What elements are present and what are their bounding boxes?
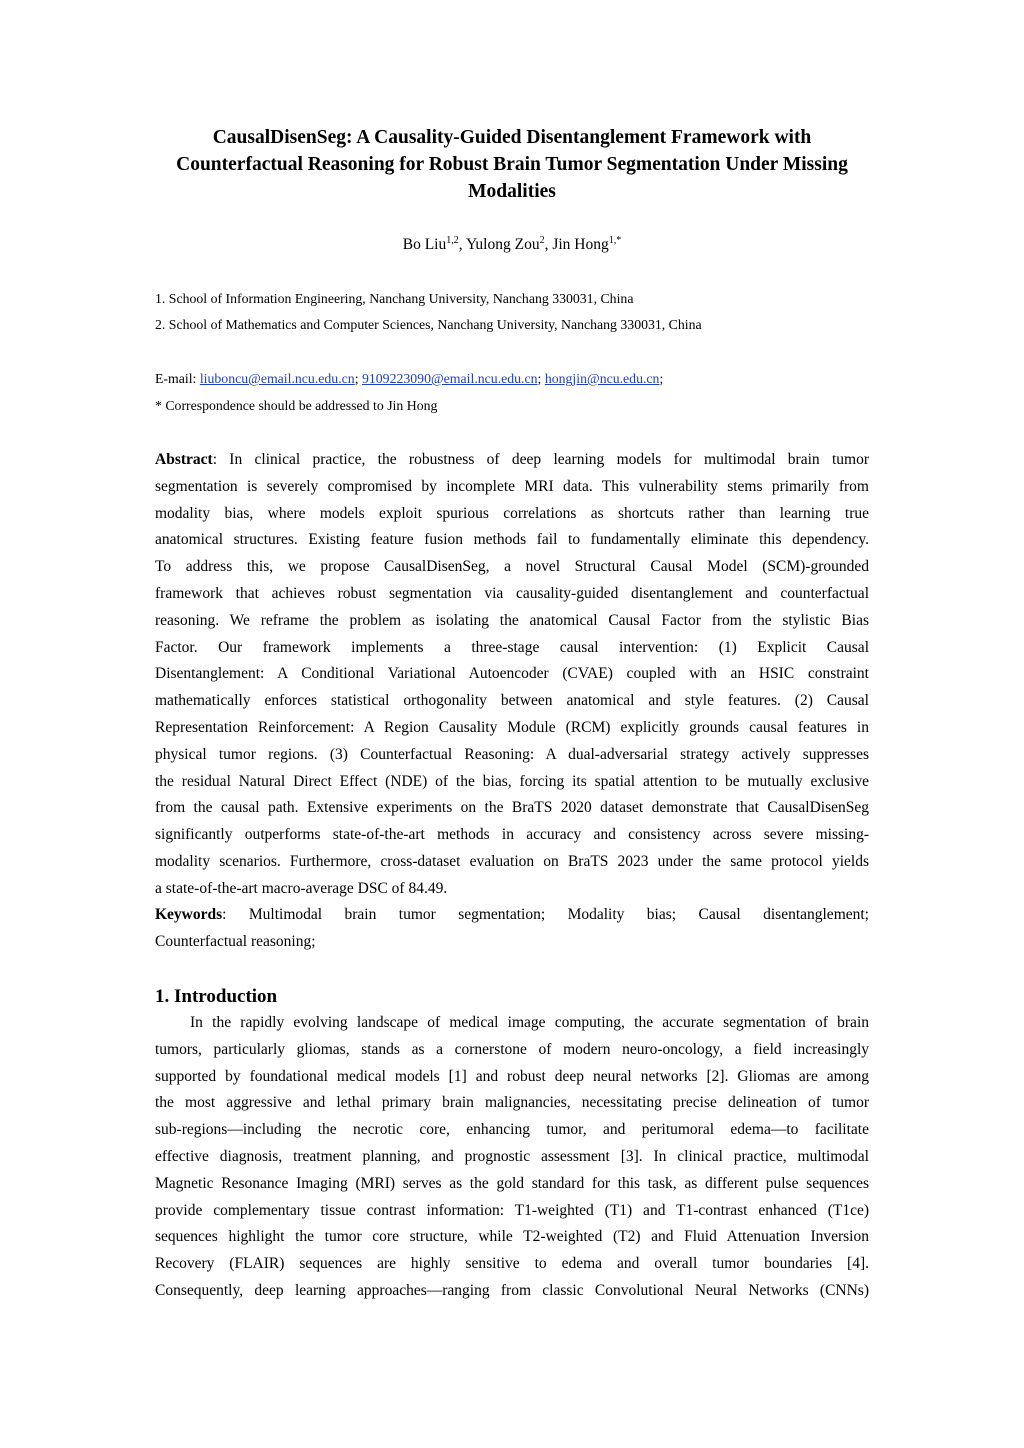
paper-title — [155, 124, 869, 205]
introduction-body — [155, 1010, 869, 1305]
email-link-zou[interactable]: 9109223090@email.ncu.edu.cn — [361, 371, 538, 386]
author-affiliation-marker: 1,2 — [446, 234, 459, 246]
abstract-line: reasoning. We reframe the problem as isolating the anatomical Causal Factor from the stylistic Bias — [155, 611, 869, 629]
introduction-line: provide complementary tissue contrast information: T1-weighted (T1) and T1-contrast enhanced (T1ce) — [155, 1201, 869, 1219]
email-separator: ; — [537, 371, 545, 386]
introduction-line: Consequently, deep learning approaches—ranging from classic Convolutional Neural Networks (CNNs) — [155, 1281, 869, 1299]
author-name: Yulong Zou — [465, 236, 540, 253]
introduction-line: Recovery (FLAIR) sequences are highly sensitive to edema and overall tumor boundaries [4]. — [155, 1255, 869, 1273]
abstract-line: framework that achieves robust segmentation via causality-guided disentanglement and counterfactual — [155, 584, 869, 602]
author-affiliation-marker: 2 — [539, 234, 545, 246]
title-line: Modalities — [468, 181, 556, 202]
author-name: Bo Liu — [402, 236, 447, 253]
author-separator: , — [544, 236, 553, 253]
keywords-line: Counterfactual reasoning; — [155, 932, 316, 950]
title-line: CausalDisenSeg: A Causality-Guided Disentanglement Framework with — [212, 127, 812, 148]
author-separator: , — [458, 236, 466, 253]
title-line: Counterfactual Reasoning for Robust Brain Tumor Segmentation Under Missing — [176, 154, 848, 175]
affiliation-2: 2. School of Mathematics and Computer Sciences, Nanchang University, Nanchang 330031, China — [155, 317, 702, 332]
abstract — [155, 447, 869, 903]
keywords — [155, 902, 869, 956]
abstract-line: Factor. Our framework implements a three-stage causal intervention: (1) Explicit Causal — [155, 638, 869, 656]
email-link-hong[interactable]: hongjin@ncu.edu.cn — [544, 371, 660, 386]
abstract-line: Disentanglement: A Conditional Variational Autoencoder (CVAE) coupled with an HSIC constraint — [155, 665, 869, 683]
keywords-line: Keywords: Multimodal brain tumor segmentation; Modality bias; Causal disentanglement; — [155, 906, 869, 923]
introduction-line: tumors, particularly gliomas, stands as a cornerstone of modern neuro-oncology, a field increasingly — [155, 1040, 869, 1058]
section-heading-introduction: 1. Introduction — [155, 986, 278, 1007]
abstract-line: a state-of-the-art macro-average DSC of 84.49. — [155, 879, 448, 897]
abstract-line: Abstract: In clinical practice, the robustness of deep learning models for multimodal brain tumor — [155, 451, 869, 468]
abstract-line: To address this, we propose CausalDisenSeg, a novel Structural Causal Model (SCM)-grounded — [155, 558, 869, 576]
abstract-line: the residual Natural Direct Effect (NDE) of the bias, forcing its spatial attention to be mutually exclusive — [155, 772, 869, 790]
email-line — [155, 370, 663, 388]
introduction-line: sequences highlight the tumor core structure, while T2-weighted (T2) and Fluid Attenuation Inversion — [155, 1228, 869, 1246]
introduction-line: In the rapidly evolving landscape of medical image computing, the accurate segmentation of brain — [190, 1014, 869, 1031]
abstract-line: modality scenarios. Furthermore, cross-dataset evaluation on BraTS 2023 under the same protocol yields — [155, 852, 869, 870]
abstract-line: modality bias, where models exploit spurious correlations as shortcuts rather than learning true — [155, 504, 869, 522]
email-link-liubo[interactable]: liuboncu@email.ncu.edu.cn — [199, 371, 355, 386]
author-affiliation-marker: 1,* — [608, 234, 622, 246]
introduction-line: effective diagnosis, treatment planning, and prognostic assessment [3]. In clinical practice, multimodal — [155, 1147, 869, 1165]
email-label: E-mail: — [155, 371, 200, 386]
email-trailing: ; — [659, 371, 664, 386]
introduction-line: supported by foundational medical models [1] and robust deep neural networks [2]. Gliomas are among — [155, 1067, 869, 1085]
abstract-line: significantly outperforms state-of-the-art methods in accuracy and consistency across severe missing- — [155, 826, 869, 844]
abstract-line: from the causal path. Extensive experiments on the BraTS 2020 dataset demonstrate that CausalDisenSeg — [155, 799, 869, 817]
email-separator: ; — [354, 371, 362, 386]
abstract-line: anatomical structures. Existing feature fusion methods fail to fundamentally eliminate this dependency. — [155, 531, 869, 549]
affiliation-1: 1. School of Information Engineering, Nanchang University, Nanchang 330031, China — [155, 291, 634, 306]
introduction-line: Magnetic Resonance Imaging (MRI) serves as the gold standard for this task, as different pulse sequences — [155, 1174, 869, 1192]
abstract-label: Abstract — [155, 451, 213, 468]
introduction-line: sub-regions—including the necrotic core, enhancing tumor, and peritumoral edema—to facilitate — [155, 1121, 869, 1139]
abstract-line: Representation Reinforcement: A Region Causality Module (RCM) explicitly grounds causal features in — [155, 718, 869, 736]
abstract-line: mathematically enforces statistical orthogonality between anatomical and style features. (2) Causal — [155, 692, 869, 710]
abstract-line: segmentation is severely compromised by incomplete MRI data. This vulnerability stems primarily from — [155, 477, 869, 495]
introduction-line: the most aggressive and lethal primary brain malignancies, necessitating precise delineation of tumor — [155, 1094, 869, 1112]
keywords-label: Keywords — [155, 906, 223, 923]
abstract-line: physical tumor regions. (3) Counterfactual Reasoning: A dual-adversarial strategy actively suppresses — [155, 745, 869, 763]
author-name: Jin Hong — [552, 236, 609, 253]
correspondence-note: * Correspondence should be addressed to Jin Hong — [155, 398, 438, 413]
author-list — [155, 235, 869, 255]
